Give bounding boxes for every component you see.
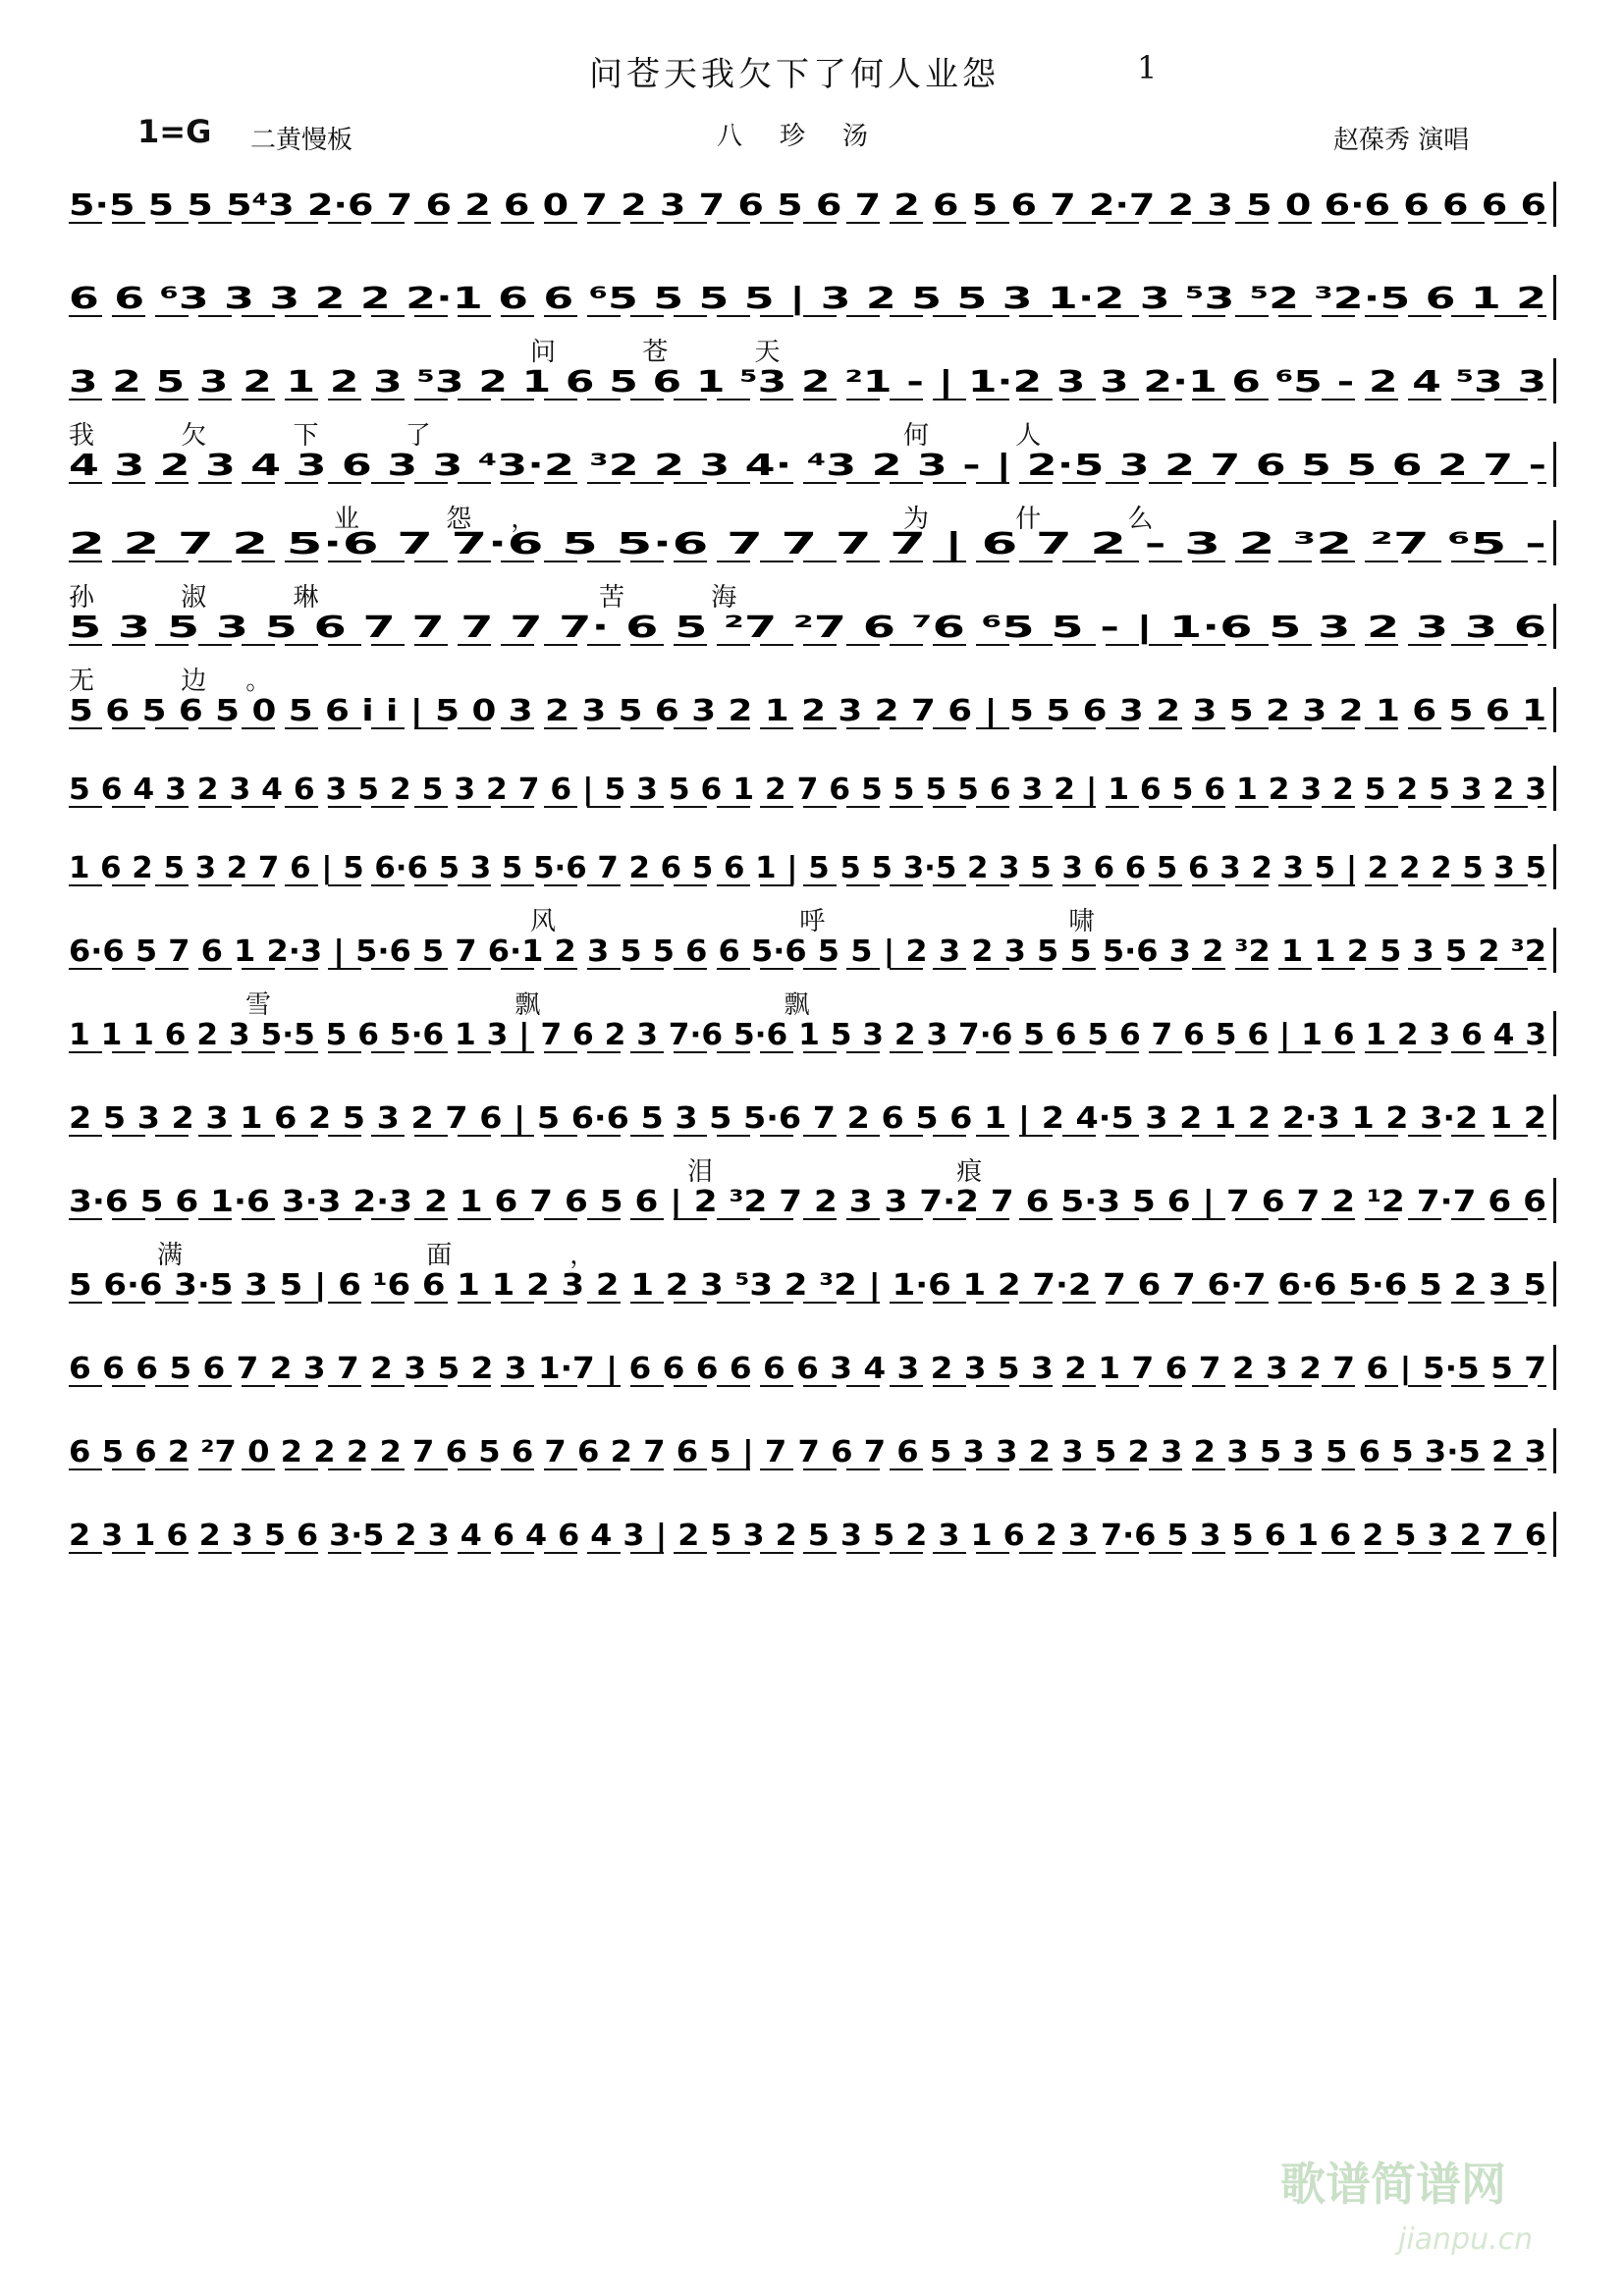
- notation-line: [69, 442, 1556, 534]
- notation-line: [69, 1011, 1556, 1060]
- notation-text: 5 6 5 6 5 0 5 6 i i | 5 0 3 2 3 5 6 3 2 1 2 3 2 7 6 | 5 5 6 3 2 3 5 2 3 2 1 6 5 6 1: [69, 694, 1546, 728]
- performer-credit: 赵葆秀 演唱: [1333, 126, 1470, 155]
- lyric-text: 满 面，: [157, 1241, 714, 1270]
- notation-line: [69, 1095, 1556, 1187]
- lyric-text: 无 边。: [69, 667, 311, 696]
- notation-line: [69, 687, 1556, 736]
- notation-line: [69, 358, 1556, 451]
- notation-line: [69, 1261, 1556, 1310]
- watermark-url: jianpu.cn: [1398, 2222, 1534, 2257]
- notation-staff: [69, 687, 1556, 736]
- notation-text: 2 3 1 6 2 3 5 6 3·5 2 3 4 6 4 6 4 3 | 2 5 3 2 5 3 5 2 3 1 6 2 3 7·6 5 3 5 6 1 6 2 5 3 2 7 6: [69, 1519, 1546, 1553]
- notation-staff: [69, 766, 1556, 815]
- notation-line: [69, 1428, 1556, 1477]
- barline: [1553, 275, 1556, 320]
- barline: [1553, 1095, 1556, 1140]
- notation-text: 6 6 ⁶3 3 3 2 2 2·1 6 6 ⁶5 5 5 5 | 3 2 5 5 3 1·2 3 ⁵3 ⁵2 ³2·5 6 1 2: [69, 282, 1546, 316]
- notation-line: [69, 1178, 1556, 1270]
- notation-text: 5·5 5 5 5⁴3 2·6 7 6 2 6 0 7 2 3 7 6 5 6 7 2 6 5 6 7 2·7 2 3 5 0 6·6 6 6 6 6: [69, 188, 1546, 223]
- notation-text: 2 2 7 2 5·6 7 7·6 5 5·6 7 7 7 7 | 6 7 2 - 3 2 ³2 ²7 ⁶5 -: [69, 527, 1546, 561]
- lyric-text: 雪 飘 飘: [245, 990, 928, 1020]
- lyric-text: 风 呼 啸: [530, 907, 1213, 936]
- barline: [1553, 1512, 1556, 1557]
- notation-staff: [69, 844, 1556, 893]
- barline: [1553, 1345, 1556, 1390]
- notation-text: 6 5 6 2 ²7 0 2 2 2 2 7 6 5 6 7 6 2 7 6 5 | 7 7 6 7 6 5 3 3 2 3 5 2 3 2 3 5 3 5 6 5 3·5 2 3: [69, 1435, 1546, 1469]
- lyric-text: 为 什 么: [903, 505, 1193, 534]
- notation-text: 3 2 5 3 2 1 2 3 ⁵3 2 1 6 5 6 1 ⁵3 2 ²1 - | 1·2 3 3 2·1 6 ⁶5 - 2 4 ⁵3 3: [69, 365, 1546, 400]
- notation-line: [69, 275, 1556, 367]
- notation-line: [69, 928, 1556, 1020]
- page-title: 问苍天我欠下了何人业怨: [589, 55, 1000, 94]
- notation-text: 3·6 5 6 1·6 3·3 2·3 2 1 6 7 6 5 6 | 2 ³2 7 2 3 3 7·2 7 6 5·3 5 6 | 7 6 7 2 ¹2 7·7 6 6: [69, 1185, 1546, 1219]
- barline: [1553, 442, 1556, 487]
- notation-staff: [69, 1345, 1556, 1394]
- notation-text: 2 5 3 2 3 1 6 2 5 3 2 7 6 | 5 6·6 5 3 5 5·6 7 2 6 5 6 1 | 2 4·5 3 2 1 2 2·3 1 2 3·2 1 2: [69, 1101, 1546, 1136]
- barline: [1553, 1261, 1556, 1307]
- notation-text: 4 3 2 3 4 3 6 3 3 ⁴3·2 ³2 2 3 4· ⁴3 2 3 - | 2·5 3 2 7 6 5 5 6 2 7 -: [69, 449, 1546, 483]
- notation-line: [69, 520, 1556, 613]
- barline: [1553, 604, 1556, 649]
- notation-staff: [69, 182, 1556, 231]
- barline: [1553, 1178, 1556, 1223]
- notation-text: 5 3 5 3 5 6 7 7 7 7 7· 6 5 ²7 ²7 6 ⁷6 ⁶5 5 - | 1·6 5 3 2 3 3 6: [69, 611, 1546, 645]
- notation-staff: [69, 604, 1556, 653]
- notation-line: [69, 844, 1556, 936]
- notation-staff: [69, 1261, 1556, 1310]
- notation-staff: [69, 275, 1556, 324]
- barline: [1553, 520, 1556, 565]
- barline: [1553, 928, 1556, 973]
- notation-text: 5 6·6 3·5 3 5 | 6 ¹6 6 1 1 2 3 2 1 2 3 ⁵3 2 ³2 | 1·6 1 2 7·2 7 6 7 6·7 6·6 5·6 5 2 3 5: [69, 1268, 1546, 1303]
- barline: [1553, 1011, 1556, 1056]
- notation-staff: [69, 1512, 1556, 1561]
- notation-text: 6·6 5 7 6 1 2·3 | 5·6 5 7 6·1 2 3 5 5 6 6 5·6 5 5 | 2 3 2 3 5 5 5·6 3 2 ³2 1 1 2 5 3 5 2 ³2: [69, 934, 1546, 969]
- aria-title: 八珍汤: [717, 122, 906, 151]
- lyric-text: 问 苍 天: [530, 338, 820, 367]
- notation-line: [69, 604, 1556, 696]
- barline: [1553, 766, 1556, 811]
- notation-text: 6 6 6 5 6 7 2 3 7 2 3 5 2 3 1·7 | 6 6 6 6 6 6 3 4 3 2 3 5 3 2 1 7 6 7 2 3 2 7 6 | 5·5 5 7: [69, 1352, 1546, 1386]
- lyric-text: 泪 痕: [687, 1157, 1101, 1187]
- barline: [1553, 358, 1556, 403]
- lyric-text: 业 怨，: [334, 505, 576, 534]
- lyric-text: 孙 淑 琳: [69, 583, 358, 613]
- notation-staff: [69, 1011, 1556, 1060]
- notation-staff: [69, 928, 1556, 977]
- notation-staff: [69, 358, 1556, 407]
- lyric-text: 苦 海: [599, 583, 777, 613]
- watermark-title: 歌谱简谱网: [1280, 2158, 1506, 2211]
- notation-line: [69, 182, 1556, 231]
- lyric-text: 我 欠 下 了: [69, 421, 470, 451]
- notation-staff: [69, 1428, 1556, 1477]
- barline: [1553, 182, 1556, 227]
- barline: [1553, 844, 1556, 889]
- barline: [1553, 1428, 1556, 1473]
- notation-line: [69, 1512, 1556, 1561]
- notation-staff: [69, 1178, 1556, 1227]
- notation-line: [69, 766, 1556, 815]
- notation-line: [69, 1345, 1556, 1394]
- notation-text: 1 1 1 6 2 3 5·5 5 6 5·6 1 3 | 7 6 2 3 7·6 5·6 1 5 3 2 3 7·6 5 6 5 6 7 6 5 6 | 1 6 1 2 3 6 4 3: [69, 1018, 1546, 1052]
- notation-text: 1 6 2 5 3 2 7 6 | 5 6·6 5 3 5 5·6 7 2 6 5 6 1 | 5 5 5 3·5 2 3 5 3 6 6 5 6 3 2 3 5 | 2 2 2 5 3 5: [69, 851, 1547, 885]
- notation-text: 5 6 4 3 2 3 4 6 3 5 2 5 3 2 7 6 | 5 3 5 6 1 2 7 6 5 5 5 5 6 3 2 | 1 6 5 6 1 2 3 2 5 2 5 3 2 3: [69, 773, 1546, 807]
- barline: [1553, 687, 1556, 732]
- lyric-text: 何 人: [903, 421, 1081, 451]
- notation-staff: [69, 1095, 1556, 1144]
- page-number: 1: [1137, 49, 1158, 86]
- watermark-logo: [1271, 2131, 1595, 2269]
- notation-staff: [69, 442, 1556, 491]
- tempo-marking: 二黄慢板: [250, 126, 353, 155]
- notation-staff: [69, 520, 1556, 569]
- key-signature: 1=G: [137, 113, 212, 150]
